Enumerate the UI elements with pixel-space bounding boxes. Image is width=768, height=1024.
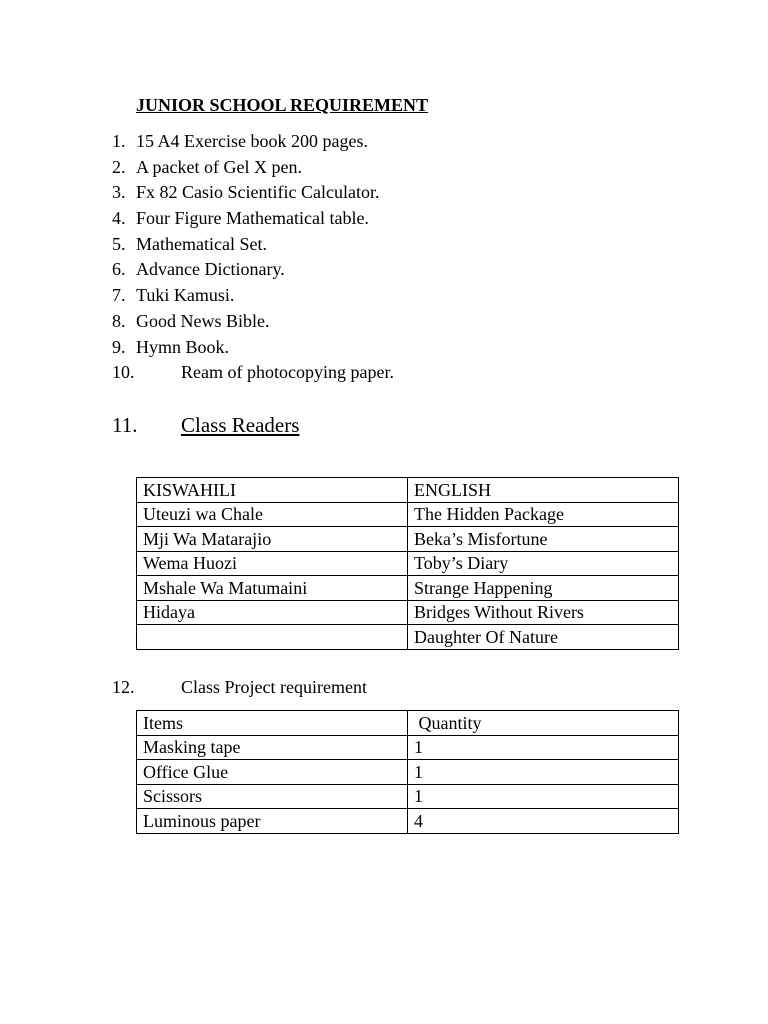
table-cell: Bridges Without Rivers: [408, 600, 679, 625]
table-row: [137, 551, 679, 576]
table-cell: Hidaya: [137, 600, 408, 625]
table-row: [137, 735, 679, 760]
table-cell: Strange Happening: [408, 576, 679, 601]
list-item-number: 5.: [112, 233, 126, 254]
table-cell: 1: [408, 735, 679, 760]
list-item-text: Mathematical Set.: [136, 233, 267, 254]
column-header-quantity: Quantity: [408, 711, 679, 736]
list-item-number: 6.: [112, 259, 126, 280]
column-header-items: Items: [137, 711, 408, 736]
list-item-number: 7.: [112, 285, 126, 306]
list-item-number: 4.: [112, 208, 126, 229]
table-cell: Wema Huozi: [137, 551, 408, 576]
table-cell: Luminous paper: [137, 809, 408, 834]
table-cell: Daughter Of Nature: [408, 625, 679, 650]
table-cell: Beka’s Misfortune: [408, 527, 679, 552]
section-number: 11.: [112, 413, 138, 437]
table-cell: Masking tape: [137, 735, 408, 760]
table-row: [137, 502, 679, 527]
table-cell: 1: [408, 760, 679, 785]
table-cell: 1: [408, 784, 679, 809]
class-readers-table: [136, 477, 679, 650]
list-item-text: Ream of photocopying paper.: [181, 362, 394, 383]
column-header-english: ENGLISH: [408, 478, 679, 503]
list-item-number: 8.: [112, 310, 126, 331]
list-item-number: 2.: [112, 156, 126, 177]
table-header-row: [137, 478, 679, 503]
list-item-text: A packet of Gel X pen.: [136, 156, 302, 177]
table-row: [137, 760, 679, 785]
list-item-number: 9.: [112, 336, 126, 357]
list-item-number: 3.: [112, 182, 126, 203]
class-project-table: [136, 710, 679, 834]
table-cell: 4: [408, 809, 679, 834]
list-item-number: 10.: [112, 362, 135, 383]
table-cell: Scissors: [137, 784, 408, 809]
page-title: JUNIOR SCHOOL REQUIREMENT: [136, 95, 429, 115]
table-row: [137, 527, 679, 552]
table-row: [137, 809, 679, 834]
list-item-text: Four Figure Mathematical table.: [136, 208, 369, 229]
section-title: Class Readers: [181, 413, 300, 437]
table-row: [137, 576, 679, 601]
table-cell: Office Glue: [137, 760, 408, 785]
table-header-row: [137, 711, 679, 736]
list-item-text: Tuki Kamusi.: [136, 285, 235, 306]
table-row: [137, 784, 679, 809]
table-cell: The Hidden Package: [408, 502, 679, 527]
column-header-kiswahili: KISWAHILI: [137, 478, 408, 503]
table-cell: Uteuzi wa Chale: [137, 502, 408, 527]
list-item-number: 1.: [112, 131, 126, 151]
list-item-text: 15 A4 Exercise book 200 pages.: [136, 131, 368, 151]
table-cell: Toby’s Diary: [408, 551, 679, 576]
section-number: 12.: [112, 677, 135, 697]
list-item-text: Fx 82 Casio Scientific Calculator.: [136, 182, 380, 203]
table-row: [137, 600, 679, 625]
table-cell: Mji Wa Matarajio: [137, 527, 408, 552]
list-item-text: Advance Dictionary.: [136, 259, 285, 280]
list-item-text: Hymn Book.: [136, 336, 230, 357]
table-cell: [137, 625, 408, 650]
table-row: [137, 625, 679, 650]
section-title: Class Project requirement: [181, 677, 367, 697]
table-cell: Mshale Wa Matumaini: [137, 576, 408, 601]
list-item-text: Good News Bible.: [136, 310, 270, 331]
